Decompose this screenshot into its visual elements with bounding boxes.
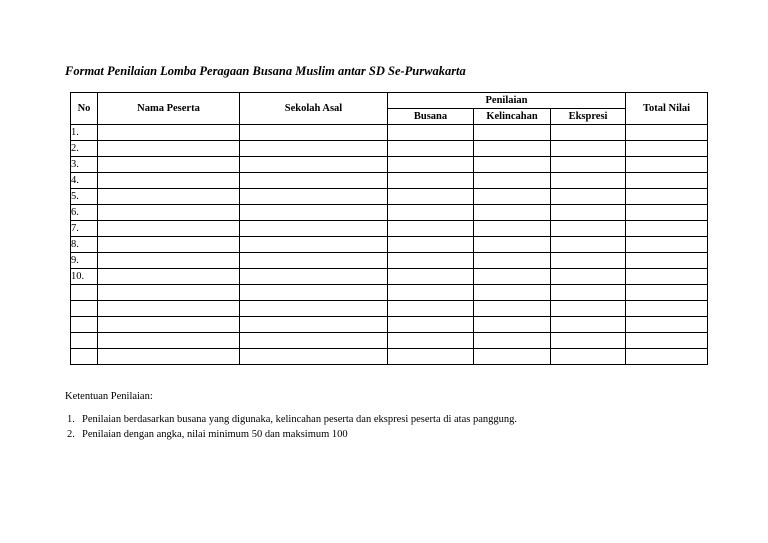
header-ekspresi: Ekspresi <box>551 109 626 125</box>
header-total-nilai: Total Nilai <box>626 93 708 125</box>
table-cell <box>98 285 240 301</box>
table-cell <box>388 157 474 173</box>
row-number: 3. <box>71 157 98 173</box>
table-cell <box>240 349 388 365</box>
table-cell <box>551 173 626 189</box>
header-nama-peserta: Nama Peserta <box>98 93 240 125</box>
table-cell <box>551 237 626 253</box>
table-cell <box>626 301 708 317</box>
table-cell <box>551 189 626 205</box>
header-no: No <box>71 93 98 125</box>
table-cell <box>98 317 240 333</box>
row-number: 7. <box>71 221 98 237</box>
row-number: 1. <box>71 125 98 141</box>
table-cell <box>98 125 240 141</box>
table-cell <box>240 141 388 157</box>
table-cell <box>98 237 240 253</box>
row-number: 4. <box>71 173 98 189</box>
table-cell <box>551 205 626 221</box>
table-cell <box>551 317 626 333</box>
table-row <box>71 189 708 205</box>
table-cell <box>240 237 388 253</box>
table-cell <box>474 349 551 365</box>
table-cell <box>240 205 388 221</box>
row-number: 10. <box>71 269 98 285</box>
table-cell <box>98 173 240 189</box>
table-cell <box>240 285 388 301</box>
table-row <box>71 205 708 221</box>
table-cell <box>98 253 240 269</box>
note-number: 1. <box>67 414 75 425</box>
table-cell <box>98 141 240 157</box>
table-cell <box>551 269 626 285</box>
header-penilaian: Penilaian <box>388 93 626 109</box>
table-cell <box>388 301 474 317</box>
table-cell <box>474 205 551 221</box>
table-row <box>71 317 708 333</box>
row-number: 5. <box>71 189 98 205</box>
table-cell <box>388 125 474 141</box>
row-number: 9. <box>71 253 98 269</box>
note-item <box>67 429 348 440</box>
table-cell <box>551 253 626 269</box>
table-cell <box>626 237 708 253</box>
table-cell <box>474 317 551 333</box>
table-cell <box>551 221 626 237</box>
table-row <box>71 349 708 365</box>
table-row <box>71 301 708 317</box>
table-cell <box>551 141 626 157</box>
table-cell <box>240 317 388 333</box>
table-cell <box>551 285 626 301</box>
table-row <box>71 253 708 269</box>
note-item <box>67 414 517 425</box>
table-cell <box>551 333 626 349</box>
table-cell <box>98 157 240 173</box>
row-number <box>71 333 98 349</box>
table-cell <box>626 333 708 349</box>
table-cell <box>240 221 388 237</box>
table-cell <box>626 253 708 269</box>
table-cell <box>388 333 474 349</box>
table-row <box>71 125 708 141</box>
table-cell <box>626 205 708 221</box>
table-cell <box>626 157 708 173</box>
table-row <box>71 221 708 237</box>
table-cell <box>388 285 474 301</box>
table-cell <box>626 269 708 285</box>
table-cell <box>388 269 474 285</box>
table-cell <box>98 301 240 317</box>
header-sekolah-asal: Sekolah Asal <box>240 93 388 125</box>
table-body <box>71 125 708 365</box>
table-cell <box>626 349 708 365</box>
table-cell <box>388 317 474 333</box>
note-text: Penilaian berdasarkan busana yang digunaka, kelincahan peserta dan ekspresi peserta di atas panggung. <box>82 414 518 425</box>
table-cell <box>474 269 551 285</box>
table-row <box>71 285 708 301</box>
table-row <box>71 237 708 253</box>
header-busana: Busana <box>388 109 474 125</box>
table-cell <box>240 253 388 269</box>
row-number <box>71 349 98 365</box>
table-cell <box>626 173 708 189</box>
table-cell <box>474 189 551 205</box>
table-cell <box>98 189 240 205</box>
row-number: 2. <box>71 141 98 157</box>
table-cell <box>626 125 708 141</box>
table-cell <box>626 141 708 157</box>
table-cell <box>240 125 388 141</box>
table-cell <box>474 125 551 141</box>
table-cell <box>388 253 474 269</box>
table-cell <box>98 221 240 237</box>
table-cell <box>551 157 626 173</box>
table-cell <box>626 317 708 333</box>
table-cell <box>388 205 474 221</box>
table-cell <box>474 301 551 317</box>
document-title: Format Penilaian Lomba Peragaan Busana Muslim antar SD Se-Purwakarta <box>65 64 466 78</box>
table-cell <box>240 333 388 349</box>
table-cell <box>626 221 708 237</box>
row-number <box>71 301 98 317</box>
table-cell <box>98 333 240 349</box>
table-cell <box>388 221 474 237</box>
table-cell <box>551 125 626 141</box>
table-cell <box>626 285 708 301</box>
table-cell <box>98 269 240 285</box>
notes-heading: Ketentuan Penilaian: <box>65 391 153 402</box>
row-number: 8. <box>71 237 98 253</box>
table-cell <box>240 157 388 173</box>
table-cell <box>474 221 551 237</box>
table-cell <box>388 237 474 253</box>
row-number <box>71 285 98 301</box>
table-cell <box>626 189 708 205</box>
table-cell <box>474 333 551 349</box>
table-cell <box>388 141 474 157</box>
row-number: 6. <box>71 205 98 221</box>
table-row <box>71 269 708 285</box>
table-cell <box>98 205 240 221</box>
assessment-table <box>70 92 708 365</box>
table-cell <box>474 253 551 269</box>
table-row <box>71 333 708 349</box>
table-cell <box>474 141 551 157</box>
header-kelincahan: Kelincahan <box>474 109 551 125</box>
table-cell <box>474 157 551 173</box>
table-cell <box>388 173 474 189</box>
table-cell <box>474 173 551 189</box>
table-cell <box>551 301 626 317</box>
table-cell <box>240 269 388 285</box>
table-cell <box>474 237 551 253</box>
table-row <box>71 141 708 157</box>
table-cell <box>388 349 474 365</box>
table-cell <box>98 349 240 365</box>
table-cell <box>551 349 626 365</box>
row-number <box>71 317 98 333</box>
table-cell <box>240 301 388 317</box>
note-number: 2. <box>67 429 75 440</box>
table-cell <box>474 285 551 301</box>
table-cell <box>240 189 388 205</box>
table-cell <box>240 173 388 189</box>
note-text: Penilaian dengan angka, nilai minimum 50 dan maksimum 100 <box>82 429 348 440</box>
table-cell <box>388 189 474 205</box>
table-row <box>71 173 708 189</box>
table-row <box>71 157 708 173</box>
